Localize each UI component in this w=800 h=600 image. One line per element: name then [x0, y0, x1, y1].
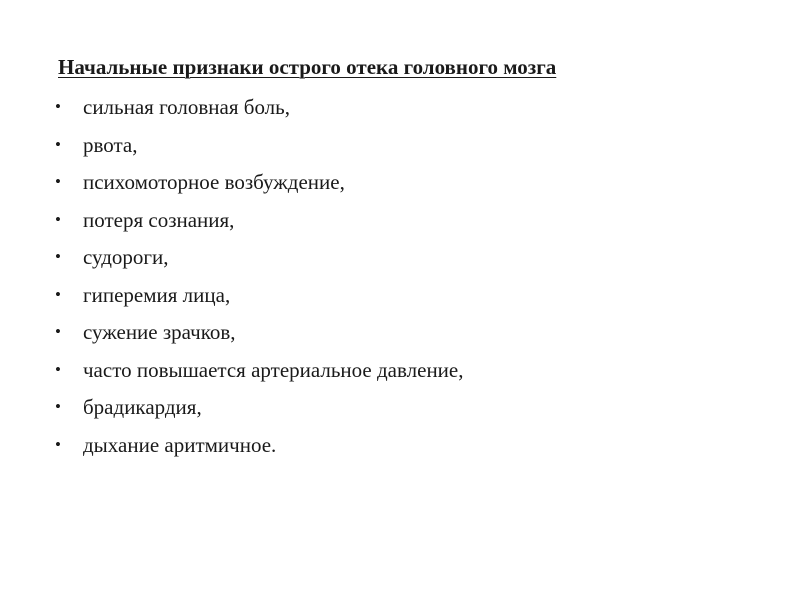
bullet-icon: •: [55, 322, 61, 341]
list-item: [55, 394, 464, 432]
list-item: [55, 207, 464, 245]
list-item-text: судороги,: [83, 245, 169, 269]
list-item-text: брадикардия,: [83, 395, 202, 419]
list-item: [55, 319, 464, 357]
list-item: [55, 244, 464, 282]
list-item-text: сильная головная боль,: [83, 95, 290, 119]
bullet-icon: •: [55, 247, 61, 266]
list-item-text: гиперемия лица,: [83, 282, 231, 307]
list-item-text: рвота,: [83, 132, 138, 157]
bullet-icon: •: [55, 397, 61, 416]
list-item-text: сужение зрачков,: [83, 320, 236, 344]
symptom-list: [55, 94, 464, 469]
list-item: [55, 169, 464, 207]
list-item-text: дыхание аритмичное.: [83, 432, 277, 457]
list-item: [55, 132, 464, 170]
list-item: [55, 282, 464, 320]
bullet-icon: •: [55, 134, 61, 154]
bullet-icon: •: [55, 434, 61, 454]
bullet-icon: •: [55, 172, 61, 191]
list-item: [55, 357, 464, 395]
bullet-icon: •: [55, 209, 61, 229]
list-item-text: часто повышается артериальное давление,: [83, 357, 464, 382]
list-item-text: потеря сознания,: [83, 207, 235, 232]
bullet-icon: •: [55, 97, 61, 116]
bullet-icon: •: [55, 359, 61, 379]
list-item: [55, 94, 464, 132]
list-item: [55, 432, 464, 470]
list-item-text: психомоторное возбуждение,: [83, 170, 345, 194]
bullet-icon: •: [55, 284, 61, 304]
slide-title: Начальные признаки острого отека головного мозга: [58, 55, 557, 79]
